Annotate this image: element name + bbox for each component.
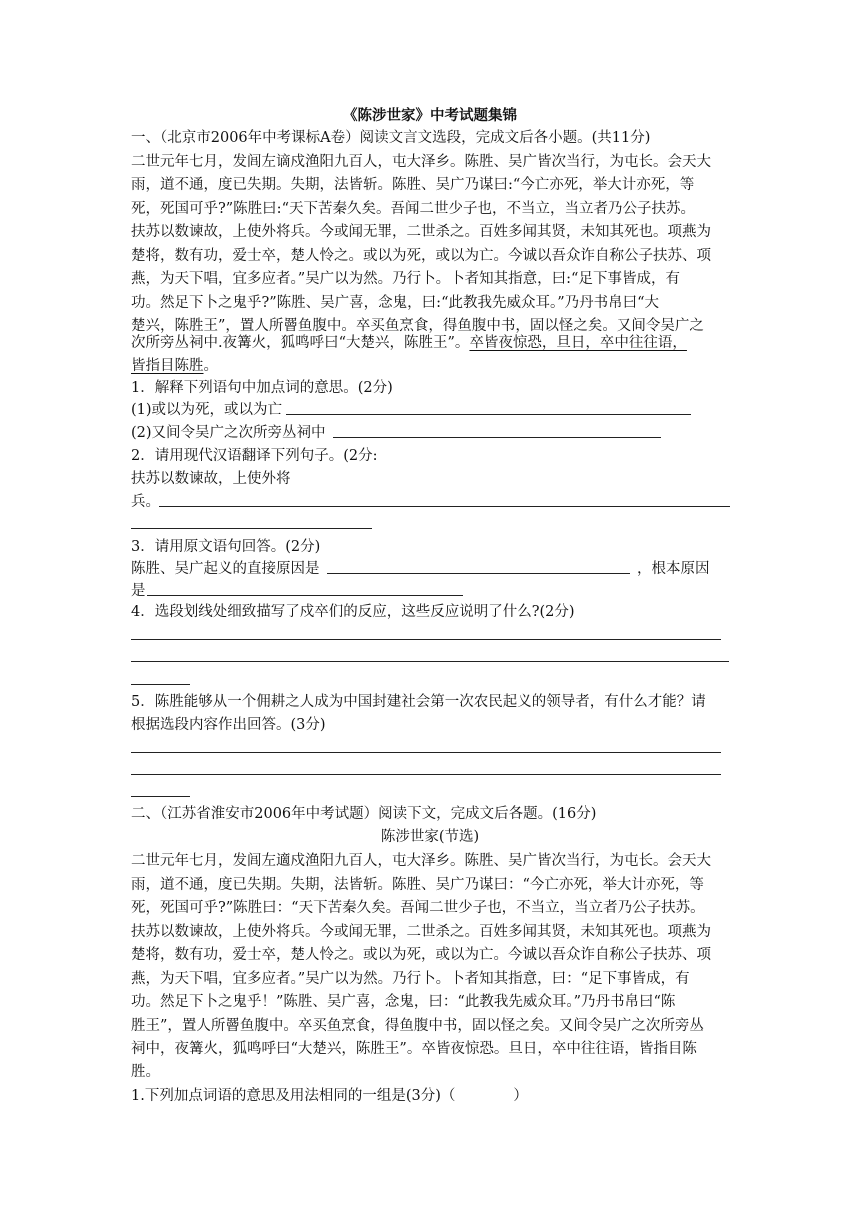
question-3: 3．请用原文语句回答。(2分) <box>131 539 321 555</box>
passage-line: 雨，道不通，度已失期。失期，法皆斩。陈胜、吴广乃谋曰：“今亡亦死，举大计亦死，等 <box>131 877 704 893</box>
passage-line: 燕，为天下唱，宜多应者。”吴广以为然。乃行卜。卜者知其指意，曰:“足下事皆成，有 <box>131 271 680 287</box>
passage-line: 死，死国可乎?”陈胜曰:“天下苦秦久矣。吾闻二世少子也，不当立，当立者乃公子扶苏。 <box>131 201 695 217</box>
section1-heading: 一、（北京市2006年中考课标A卷）阅读文言文选段，完成文后各小题。(共11分) <box>131 130 651 146</box>
answer-line[interactable] <box>131 661 729 662</box>
underlined-passage: 皆指目陈胜 <box>131 358 204 374</box>
section2-heading: 二、（江苏省淮安市2006年中考试题）阅读下文，完成文后各题。(16分) <box>131 806 597 822</box>
question-5: 5．陈胜能够从一个佣耕之人成为中国封建社会第一次农民起义的领导者，有什么才能？请 <box>131 694 706 710</box>
question-3-line: ，根本原因 <box>637 561 710 577</box>
answer-line[interactable] <box>286 414 691 415</box>
answer-line[interactable] <box>131 774 721 775</box>
question-1: 1．解释下列语句中加点词的意思。(2分) <box>131 380 393 396</box>
answer-line[interactable] <box>147 595 463 596</box>
answer-line[interactable] <box>159 506 730 507</box>
question-2-sentence: 兵。 <box>131 494 160 510</box>
passage-line: 楚将，数有功，爱士卒，楚人怜之。或以为死，或以为亡。今诚以吾众诈自称公子扶苏、项 <box>131 248 711 264</box>
question-3-line: 是 <box>131 583 146 599</box>
passage-line <box>131 355 218 379</box>
passage-line: 扶苏以数谏故，上使外将兵。今或闻无罪，二世杀之。百姓多闻其贤，未知其死也。项燕为 <box>131 224 711 240</box>
passage-line: 胜。 <box>131 1064 160 1080</box>
answer-line[interactable] <box>131 684 190 685</box>
passage-line: 楚将，数有功，爱士卒，楚人怜之。或以为死，或以为亡。今诚以吾众诈自称公子扶苏、项 <box>131 947 711 963</box>
passage-text: 。 <box>203 358 218 374</box>
question-1-b: (2)又间令吴广之次所旁丛祠中 <box>131 425 326 441</box>
passage-line: 燕，为天下唱，宜多应者。”吴广以为然。乃行卜。卜者知其指意，曰：“足下事皆成，有 <box>131 971 690 987</box>
passage-line: 二世元年七月，发闾左適戍渔阳九百人，屯大泽乡。陈胜、吴广皆次当行，为屯长。会天大 <box>131 853 711 869</box>
passage-text: 次所旁丛祠中.夜篝火，狐鸣呼曰“大楚兴，陈胜王”。 <box>131 335 470 351</box>
answer-line[interactable] <box>131 752 721 753</box>
section2-question-1: 1.下列加点词语的意思及用法相同的一组是(3分)（ ） <box>131 1088 528 1104</box>
answer-line[interactable] <box>131 796 190 797</box>
question-2: 2．请用现代汉语翻译下列句子。(2分: <box>131 448 378 464</box>
passage-line: 功。然足下卜之鬼乎！”陈胜、吴广喜，念鬼，曰：“此教我先威众耳。”乃丹书帛曰“陈 <box>131 994 676 1010</box>
passage-line: 楚兴，陈胜王”，置人所罾鱼腹中。卒买鱼烹食，得鱼腹中书，固以怪之矣。又间令吴广之 <box>131 318 704 334</box>
passage-line: 二世元年七月，发闾左谪戍渔阳九百人，屯大泽乡。陈胜、吴广皆次当行，为屯长。会天大 <box>131 154 711 170</box>
question-5: 根据选段内容作出回答。(3分) <box>131 717 326 733</box>
answer-line[interactable] <box>131 639 721 640</box>
passage-line: 扶苏以数谏故，上使外将兵。今或闻无罪，二世杀之。百姓多闻其贤，未知其死也。项燕为 <box>131 924 711 940</box>
question-4: 4．选段划线处细致描写了戍卒们的反应，这些反应说明了什么?(2分) <box>131 604 575 620</box>
answer-line[interactable] <box>333 437 661 438</box>
passage-line: 胜王”，置人所罾鱼腹中。卒买鱼烹食，得鱼腹中书，固以怪之矣。又间令吴广之次所旁丛 <box>131 1018 704 1034</box>
section2-subtitle: 陈涉世家(节选) <box>380 829 480 845</box>
document-title: 《陈涉世家》中考试题集锦 <box>343 107 517 124</box>
passage-line: 死，死国可乎?”陈胜曰：“天下苦秦久矣。吾闻二世少子也，不当立，当立者乃公子扶苏。 <box>131 900 705 916</box>
question-2-sentence: 扶苏以数谏故，上使外将 <box>131 471 291 487</box>
passage-line: 功。然足下卜之鬼乎?”陈胜、吴广喜，念鬼，曰:“此教我先威众耳。”乃丹书帛曰“大 <box>131 295 660 311</box>
underlined-passage: 卒皆夜惊恐，旦日，卒中往往语， <box>469 335 687 351</box>
passage-line: 雨，道不通，度已失期。失期，法皆斩。陈胜、吴广乃谋曰:“今亡亦死，举大计亦死，等 <box>131 177 695 193</box>
question-3-line: 陈胜、吴广起义的直接原因是 <box>131 561 320 577</box>
answer-line[interactable] <box>327 573 630 574</box>
passage-line: 祠中，夜篝火，狐鸣呼曰“大楚兴，陈胜王”。卒皆夜惊恐。旦日，卒中往往语，皆指目陈 <box>131 1041 697 1057</box>
question-1-a: (1)或以为死，或以为亡 <box>131 402 283 418</box>
answer-line[interactable] <box>131 528 372 529</box>
passage-line <box>131 332 687 356</box>
